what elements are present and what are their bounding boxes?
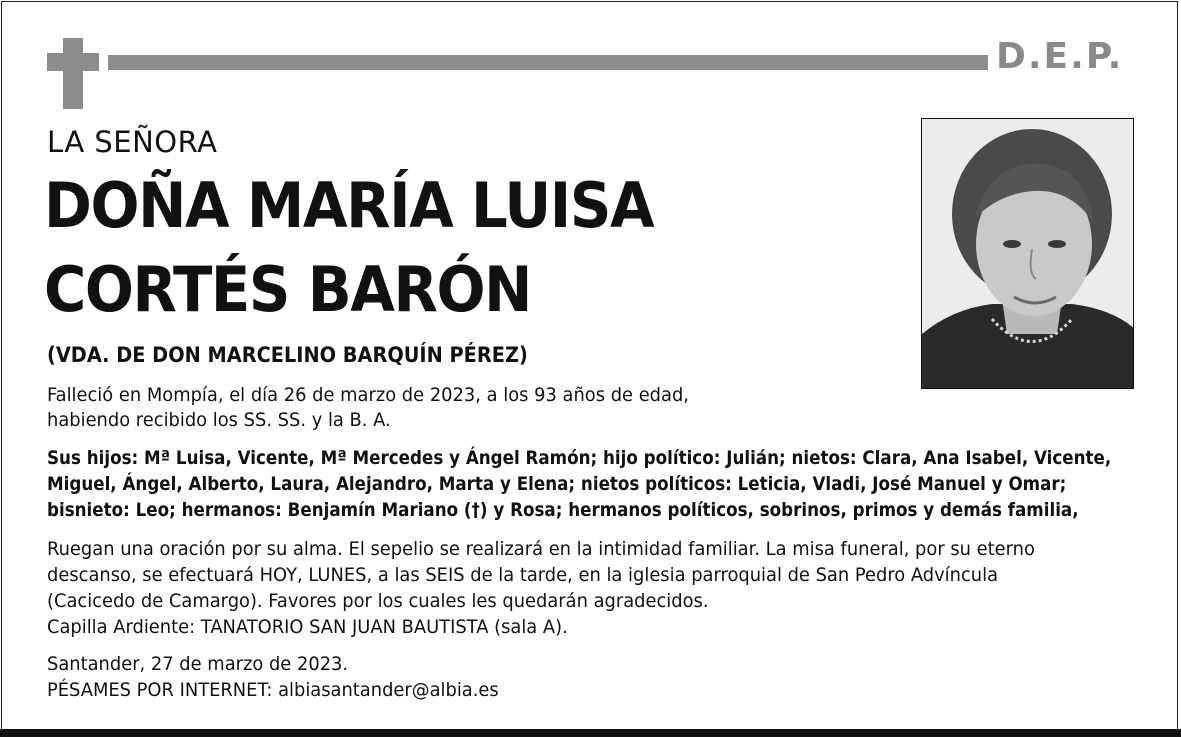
- request-text-line: Ruegan una oración por su alma. El sepelio se realizará en la intimidad familiar. La misa funeral, por su eterno: [47, 538, 1035, 560]
- date-line: Santander, 27 de marzo de 2023.: [47, 653, 349, 675]
- deceased-name-line-1: DOÑA MARÍA LUISA: [44, 169, 654, 242]
- chapel-text-line: Capilla Ardiente: TANATORIO SAN JUAN BAUTISTA (sala A).: [47, 616, 568, 638]
- portrait-photo: [921, 118, 1134, 389]
- family-text-line: bisnieto: Leo; hermanos: Benjamín Mariano (†) y Rosa; hermanos políticos, sobrinos, primos y demás familia,: [47, 499, 1079, 521]
- widow-note: (VDA. DE DON MARCELINO BARQUÍN PÉREZ): [47, 343, 528, 367]
- death-text-line: habiendo recibido los SS. SS. y la B. A.: [47, 409, 391, 431]
- family-text-line: Sus hijos: Mª Luisa, Vicente, Mª Mercedes y Ángel Ramón; hijo político: Julián; nietos: Clara, Ana Isabel, Vicente,: [47, 447, 1112, 469]
- bottom-border: [0, 729, 1181, 737]
- family-text-line: Miguel, Ángel, Alberto, Laura, Alejandro, Marta y Elena; nietos políticos: Leticia, Vladi, José Manuel y Omar;: [47, 473, 1067, 495]
- honorific: LA SEÑORA: [47, 125, 218, 159]
- cross-icon: [63, 38, 83, 109]
- cross-icon-arm: [47, 53, 99, 71]
- death-text-line: Falleció en Mompía, el día 26 de marzo de 2023, a los 93 años de edad,: [47, 384, 689, 406]
- header-rule: [108, 55, 988, 70]
- condolences-line: PÉSAMES POR INTERNET: albiasantander@albia.es: [47, 679, 499, 701]
- request-text-line: descanso, se efectuará HOY, LUNES, a las SEIS de la tarde, en la iglesia parroquial de San Pedro Advíncula: [47, 564, 999, 586]
- request-text-line: (Cacicedo de Camargo). Favores por los cuales les quedarán agradecidos.: [47, 590, 709, 612]
- portrait-illustration: [922, 119, 1134, 389]
- dep-label: D.E.P.: [996, 36, 1124, 77]
- deceased-name-line-2: CORTÉS BARÓN: [44, 253, 531, 326]
